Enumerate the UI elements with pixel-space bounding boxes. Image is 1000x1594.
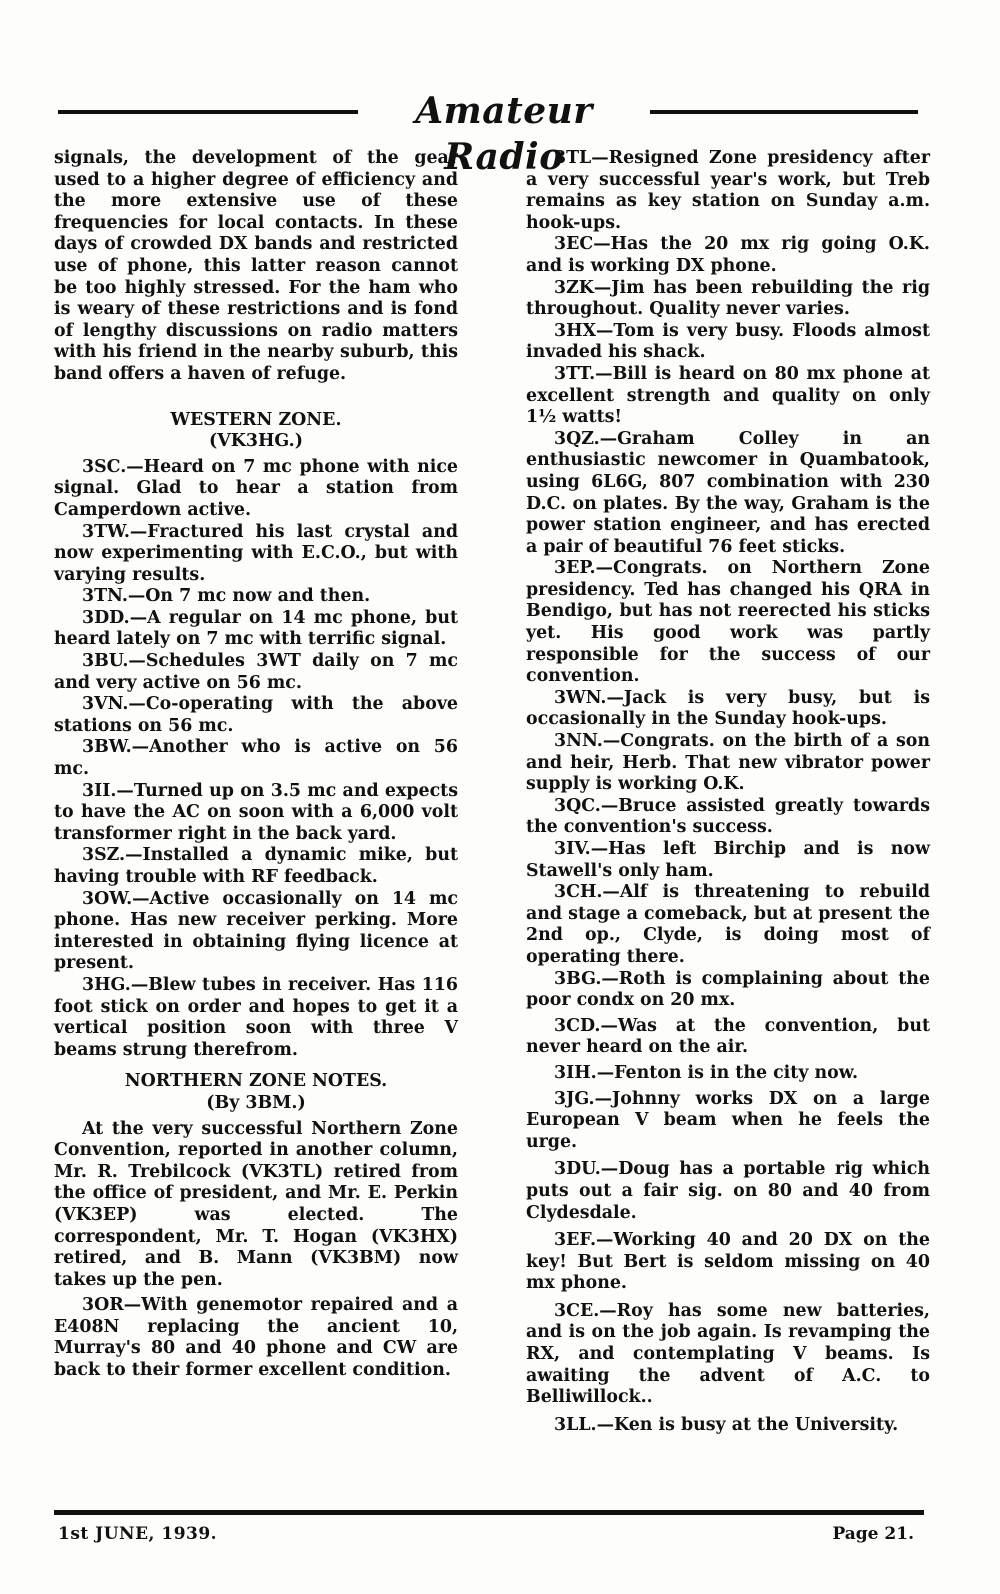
entry-3bu: 3BU.—Schedules 3WT daily on 7 mc and very active on 56 mc. — [54, 651, 458, 693]
western-zone-byline: (VK3HG.) — [209, 431, 303, 452]
entry-3jg: 3JG.—Johnny works DX on a large European V beam when he feels the urge. — [526, 1088, 930, 1152]
entry-3iv: 3IV.—Has left Birchip and is now Stawell's only ham. — [526, 839, 930, 881]
entry-3sc: 3SC.—Heard on 7 mc phone with nice signal. Glad to hear a station from Camperdown active. — [54, 456, 458, 520]
entry-3zk: 3ZK—Jim has been rebuilding the rig throughout. Quality never varies. — [526, 277, 930, 320]
entry-3hx: 3HX—Tom is very busy. Floods almost invaded his shack. — [526, 320, 930, 363]
entry-3ef: 3EF.—Working 40 and 20 DX on the key! But Bert is seldom missing on 40 mx phone. — [526, 1230, 930, 1294]
entry-3ow: 3OW.—Active occasionally on 14 mc phone. Has new receiver perking. More interested in obtaining flying licence at present. — [54, 888, 458, 974]
northern-zone-heading-block — [54, 1071, 458, 1114]
northern-zone-heading: NORTHERN ZONE NOTES. — [124, 1071, 388, 1092]
entry-3hg: 3HG.—Blew tubes in receiver. Has 116 foot stick on order and hopes to get it a vertical position soon with three V beams strung therefrom. — [54, 974, 458, 1060]
western-zone-heading: WESTERN ZONE. — [170, 409, 342, 430]
masthead-rule-left — [58, 110, 358, 114]
entry-3sz: 3SZ.—Installed a dynamic mike, but having trouble with RF feedback. — [54, 845, 458, 887]
entry-3dd: 3DD.—A regular on 14 mc phone, but heard lately on 7 mc with terrific signal. — [54, 607, 458, 650]
masthead-title: Amateur Radio — [415, 90, 593, 178]
entry-3ii: 3II.—Turned up on 3.5 mc and expects to have the AC on soon with a 6,000 volt transformer right in the back yard. — [54, 780, 458, 844]
footer-rule — [54, 1510, 924, 1515]
left-column — [54, 148, 458, 1382]
western-zone-heading-block — [54, 410, 458, 453]
entry-3ih: 3IH.—Fenton is in the city now. — [554, 1062, 859, 1083]
entry-3qz: 3QZ.—Graham Colley in an enthusiastic newcomer in Quambatook, using 6L6G, 807 combination with 230 D.C. on plates. By the way, Graham is the power station engineer, and has erected a pair of beautiful 76 feet sticks. — [526, 428, 930, 557]
entry-3ec: 3EC—Has the 20 mx rig going O.K. and is working DX phone. — [526, 234, 930, 276]
entry-3du: 3DU.—Doug has a portable rig which puts out a fair sig. on 80 and 40 from Clydesdale. — [526, 1159, 930, 1223]
intro-paragraph: signals, the development of the gear used to a higher degree of efficiency and the more extensive use of these frequencies for local contacts. In these days of crowded DX bands and restricted use of phone, this latter reason cannot be too highly stressed. For the ham who is weary of these restrictions and is fond of lengthy discussions on radio matters with his friend in the nearby suburb, this band offers a haven of refuge. — [54, 148, 458, 384]
entry-3ep: 3EP.—Congrats. on Northern Zone presidency. Ted has changed his QRA in Bendigo, but has not reerected his sticks yet. His good work was partly responsible for the success of our convention. — [526, 558, 930, 687]
page-number: Page 21. — [832, 1524, 914, 1544]
entry-3tn: 3TN.—On 7 mc now and then. — [82, 586, 371, 607]
northern-zone-intro: At the very successful Northern Zone Convention, reported in another column, Mr. R. Trebilcock (VK3TL) retired from the office of president, and Mr. E. Perkin (VK3EP) was elected. The correspondent, Mr. T. Hogan (VK3HX) retired, and B. Mann (VK3BM) now takes up the pen. — [54, 1118, 458, 1290]
entry-3qc: 3QC.—Bruce assisted greatly towards the convention's success. — [526, 795, 930, 838]
entry-3tl: 3TL—Resigned Zone presidency after a very successful year's work, but Treb remains as key station on Sunday a.m. hook-ups. — [526, 148, 930, 233]
masthead-rule-right — [650, 110, 918, 114]
entry-3tw: 3TW.—Fractured his last crystal and now experimenting with E.C.O., but with varying results. — [54, 521, 458, 585]
entry-3ch: 3CH.—Alf is threatening to rebuild and stage a comeback, but at present the 2nd op., Clyde, is doing most of operating there. — [526, 882, 930, 967]
entry-3nn: 3NN.—Congrats. on the birth of a son and heir, Herb. That new vibrator power supply is working O.K. — [526, 731, 930, 795]
issue-date: 1st JUNE, 1939. — [58, 1524, 218, 1544]
entry-3wn: 3WN.—Jack is very busy, but is occasionally in the Sunday hook-ups. — [526, 687, 930, 730]
entry-3vn: 3VN.—Co-operating with the above stations on 56 mc. — [54, 694, 458, 736]
entry-3bg: 3BG.—Roth is complaining about the poor condx on 20 mx. — [526, 968, 930, 1011]
entry-3cd: 3CD.—Was at the convention, but never heard on the air. — [526, 1015, 930, 1058]
right-column — [526, 148, 930, 1436]
entry-3ce: 3CE.—Roy has some new batteries, and is on the job again. Is revamping the RX, and contemplating V beams. Is awaiting the advent of A.C. to Belliwillock.. — [526, 1300, 930, 1408]
northern-zone-byline: (By 3BM.) — [206, 1092, 306, 1113]
masthead — [58, 86, 918, 178]
entry-3ll: 3LL.—Ken is busy at the University. — [554, 1414, 899, 1435]
entry-3or: 3OR—With genemotor repaired and a E408N replacing the ancient 10, Murray's 80 and 40 phone and CW are back to their former excellent condition. — [54, 1295, 458, 1381]
entry-3bw: 3BW.—Another who is active on 56 mc. — [54, 737, 458, 780]
entry-3tt: 3TT.—Bill is heard on 80 mx phone at excellent strength and quality on only 1½ watts! — [526, 363, 930, 428]
